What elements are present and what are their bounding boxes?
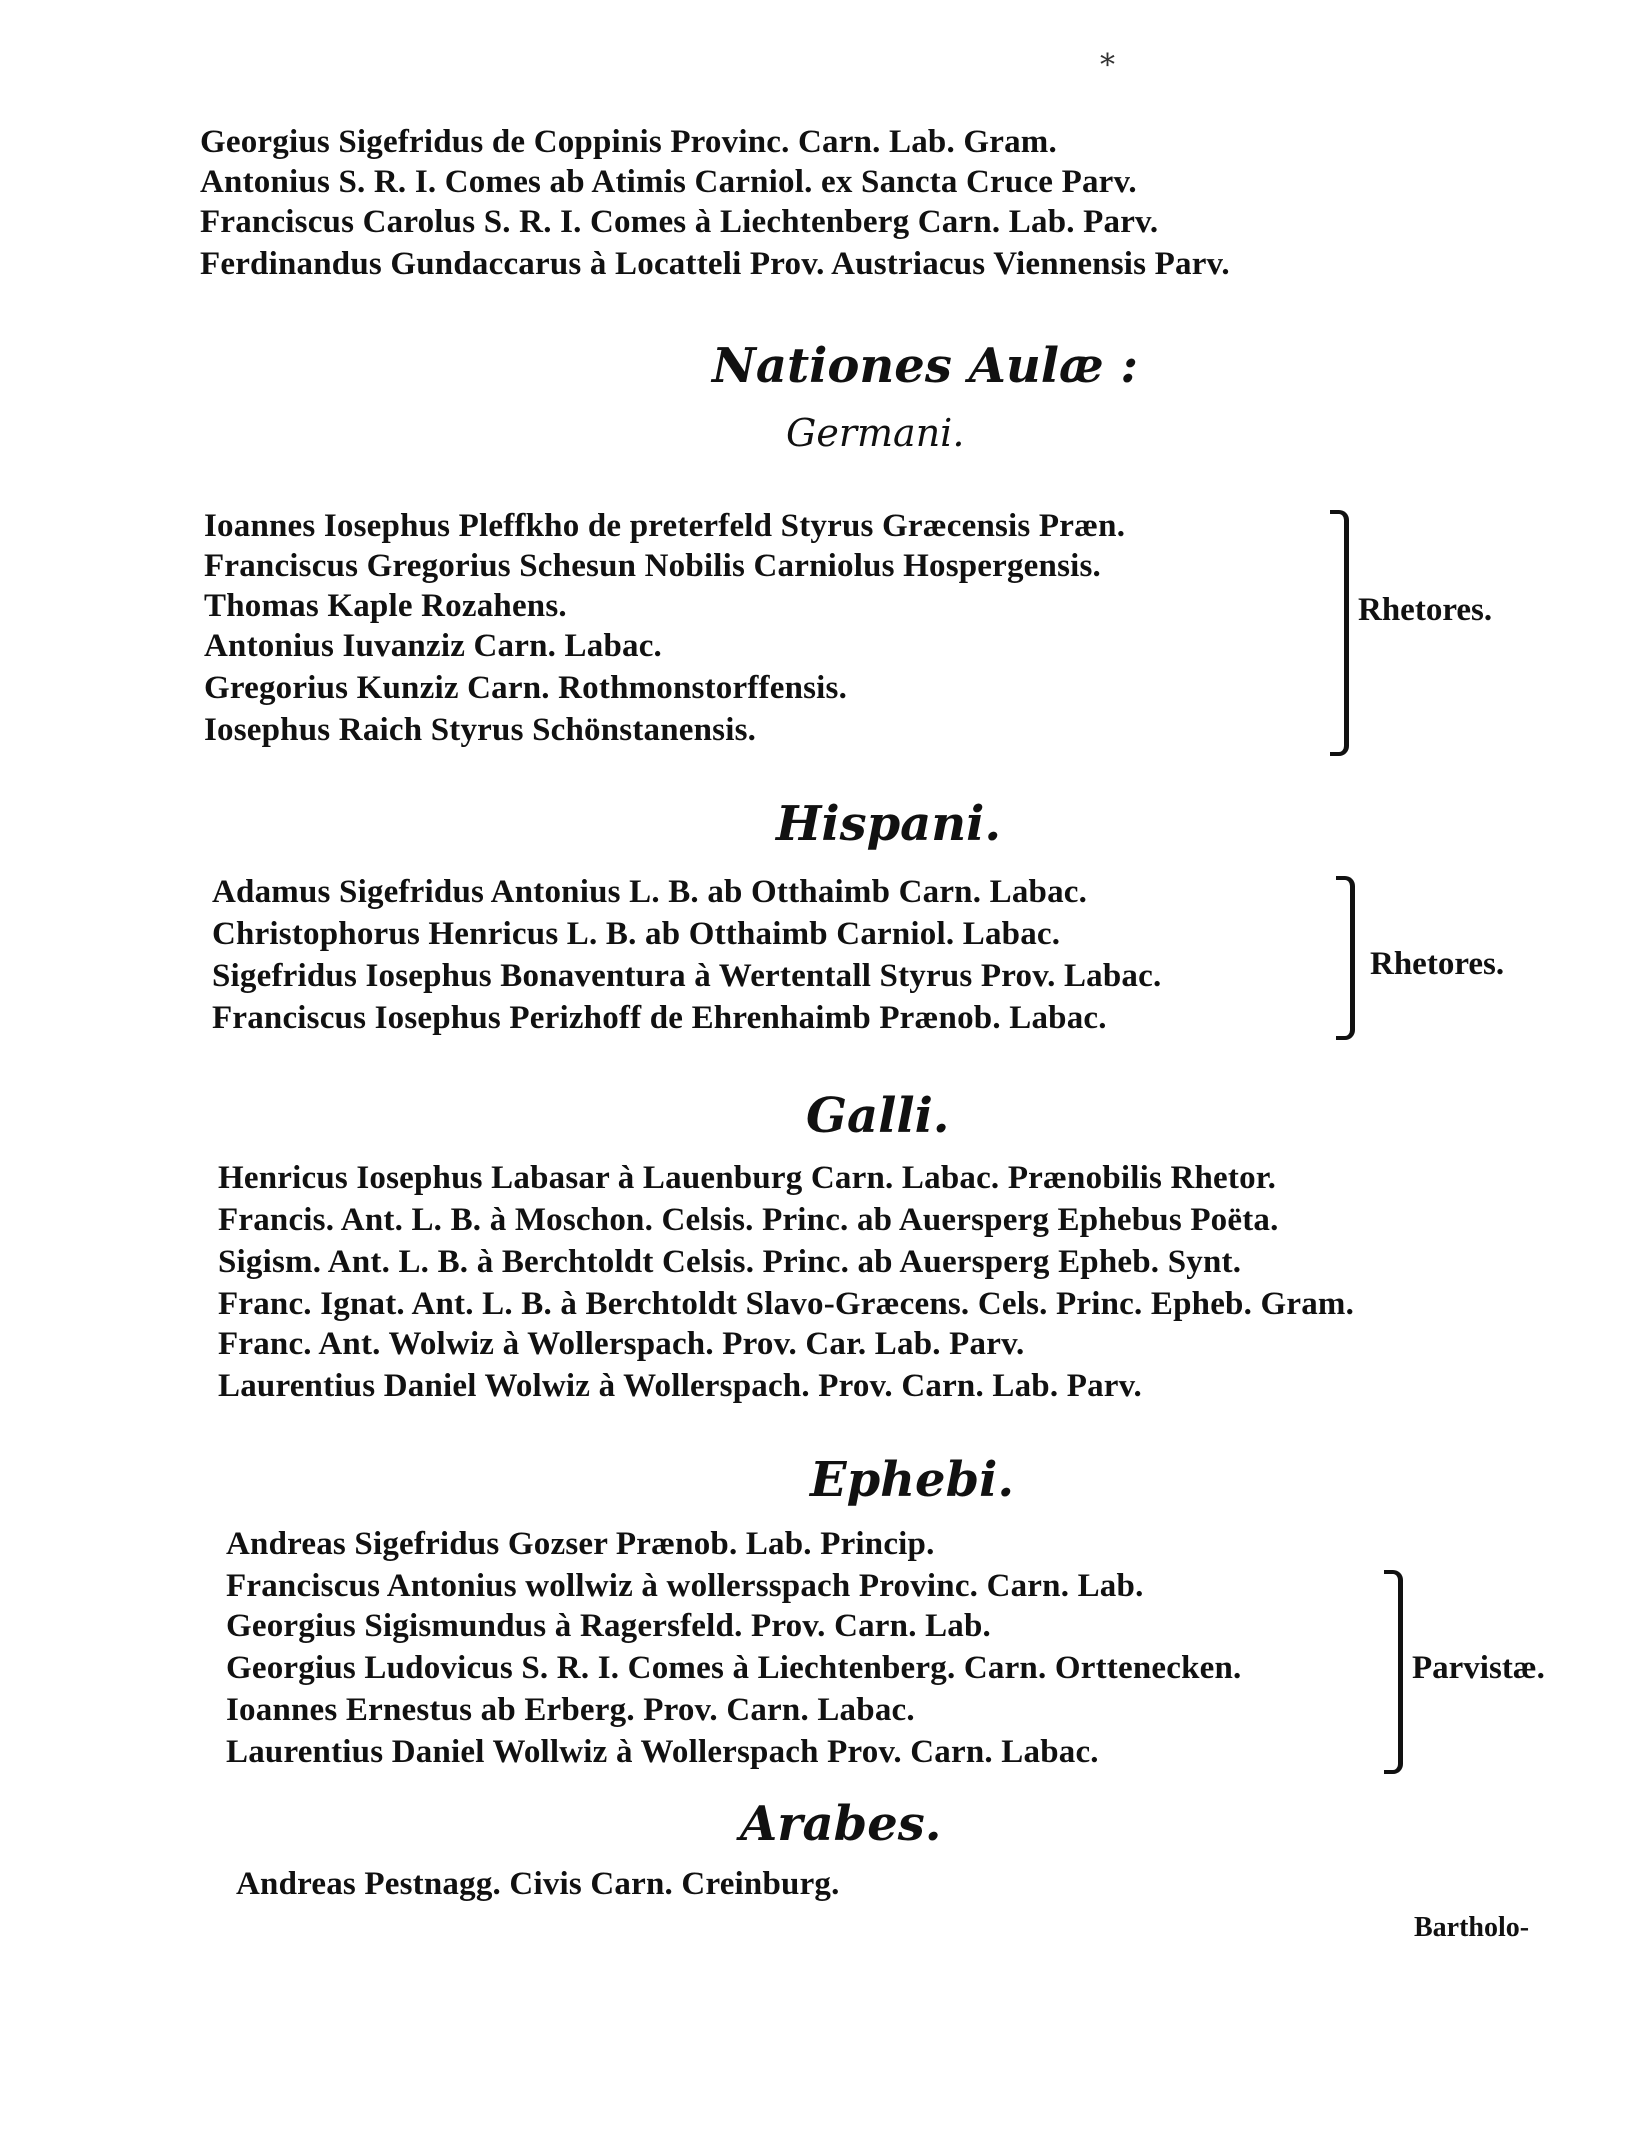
section-title-ephebi: Ephebi. [810, 1452, 1015, 1508]
bracket-label-hispani: Rhetores. [1370, 946, 1505, 982]
list-item: Andreas Sigefridus Gozser Prænob. Lab. Princip. [226, 1526, 935, 1562]
list-item: Sigefridus Iosephus Bonaventura à Wertentall Styrus Prov. Labac. [212, 958, 1162, 994]
bracket-germani [1330, 510, 1349, 756]
list-item: Franc. Ant. Wolwiz à Wollerspach. Prov. Car. Lab. Parv. [218, 1326, 1025, 1362]
bracket-label-germani: Rhetores. [1358, 592, 1493, 628]
intro-line: Franciscus Carolus S. R. I. Comes à Liechtenberg Carn. Lab. Parv. [200, 204, 1159, 240]
bracket-ephebi [1384, 1570, 1403, 1774]
list-item: Ioannes Ernestus ab Erberg. Prov. Carn. Labac. [226, 1692, 915, 1728]
bracket-hispani [1336, 876, 1355, 1040]
list-item: Gregorius Kunziz Carn. Rothmonstorffensis. [204, 670, 848, 706]
section-title-arabes: Arabes. [740, 1796, 942, 1852]
catchword: Bartholo- [1414, 1912, 1530, 1943]
intro-line: Ferdinandus Gundaccarus à Locatteli Prov. Austriacus Viennensis Parv. [200, 246, 1230, 282]
list-item: Ioannes Iosephus Pleffkho de preterfeld Styrus Græcensis Præn. [204, 508, 1126, 544]
intro-line: Georgius Sigefridus de Coppinis Provinc. Carn. Lab. Gram. [200, 124, 1057, 160]
list-item: Laurentius Daniel Wollwiz à Wollerspach Prov. Carn. Labac. [226, 1734, 1099, 1770]
list-item: Iosephus Raich Styrus Schönstanensis. [204, 712, 757, 748]
list-item: Franciscus Gregorius Schesun Nobilis Carniolus Hospergensis. [204, 548, 1101, 584]
list-item: Georgius Sigismundus à Ragersfeld. Prov. Carn. Lab. [226, 1608, 992, 1644]
page-ornament: * [1100, 48, 1115, 83]
section-title-hispani: Hispani. [776, 796, 1002, 852]
section-title-germani: Germani. [786, 411, 965, 455]
section-title-galli: Galli. [806, 1088, 950, 1144]
list-item: Andreas Pestnagg. Civis Carn. Creinburg. [236, 1866, 840, 1902]
list-item: Christophorus Henricus L. B. ab Otthaimb Carniol. Labac. [212, 916, 1061, 952]
list-item: Francis. Ant. L. B. à Moschon. Celsis. Princ. ab Auersperg Ephebus Poëta. [218, 1202, 1279, 1238]
list-item: Georgius Ludovicus S. R. I. Comes à Liechtenberg. Carn. Orttenecken. [226, 1650, 1242, 1686]
list-item: Henricus Iosephus Labasar à Lauenburg Carn. Labac. Prænobilis Rhetor. [218, 1160, 1277, 1196]
list-item: Antonius Iuvanziz Carn. Labac. [204, 628, 662, 664]
bracket-label-ephebi: Parvistæ. [1412, 1650, 1545, 1686]
list-item: Franc. Ignat. Ant. L. B. à Berchtoldt Slavo-Græcens. Cels. Princ. Epheb. Gram. [218, 1286, 1355, 1322]
list-item: Adamus Sigefridus Antonius L. B. ab Otthaimb Carn. Labac. [212, 874, 1088, 910]
intro-line: Antonius S. R. I. Comes ab Atimis Carniol. ex Sancta Cruce Parv. [200, 164, 1137, 200]
list-item: Sigism. Ant. L. B. à Berchtoldt Celsis. Princ. ab Auersperg Epheb. Synt. [218, 1244, 1242, 1280]
main-heading: Nationes Aulæ : [712, 338, 1139, 394]
list-item: Laurentius Daniel Wolwiz à Wollerspach. Prov. Carn. Lab. Parv. [218, 1368, 1142, 1404]
list-item: Franciscus Iosephus Perizhoff de Ehrenhaimb Prænob. Labac. [212, 1000, 1107, 1036]
list-item: Thomas Kaple Rozahens. [204, 588, 567, 624]
list-item: Franciscus Antonius wollwiz à wollersspach Provinc. Carn. Lab. [226, 1568, 1144, 1604]
